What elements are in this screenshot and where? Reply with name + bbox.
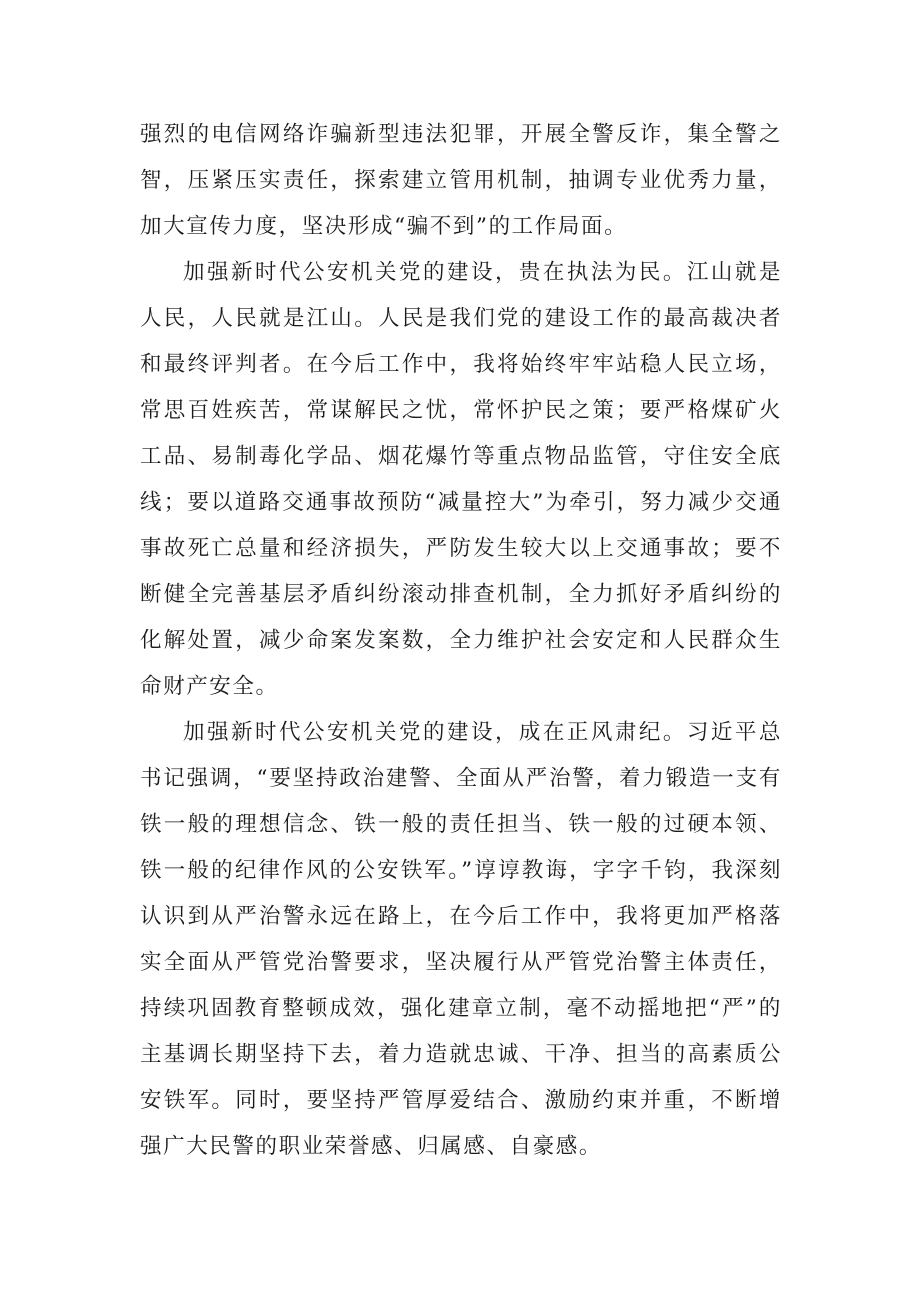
document-body (140, 112, 782, 1170)
paragraph-continuation: 强烈的电信网络诈骗新型违法犯罪，开展全警反诈，集全警之智，压紧压实责任，探索建立管用机制，抽调专业优秀力量，加大宣传力度，坚决形成“骗不到”的工作局面。 (140, 122, 782, 239)
paragraph-discipline: 加强新时代公安机关党的建设，成在正风肃纪。习近平总书记强调，“要坚持政治建警、全面从严治警，着力锻造一支有铁一般的理想信念、铁一般的责任担当、铁一般的过硬本领、铁一般的纪律作风的公安铁军。”谆谆教诲，字字千钧，我深刻认识到从严治警永远在路上，在今后工作中，我将更加严格落实全面从严管党治警要求，坚决履行从严管党治警主体责任，持续巩固教育整顿成效，强化建章立制，毫不动摇地把“严”的主基调长期坚持下去，着力造就忠诚、干净、担当的高素质公安铁军。同时，要坚持严管厚爱结合、激励约束并重，不断增强广大民警的职业荣誉感、归属感、自豪感。 (140, 720, 782, 1159)
paragraph-law-enforcement-for-people: 加强新时代公安机关党的建设，贵在执法为民。江山就是人民，人民就是江山。人民是我们党的建设工作的最高裁决者和最终评判者。在今后工作中，我将始终牢牢站稳人民立场，常思百姓疾苦，常谋解民之忧，常怀护民之策；要严格煤矿火工品、易制毒化学品、烟花爆竹等重点物品监管，守住安全底线；要以道路交通事故预防“减量控大”为牵引，努力减少交通事故死亡总量和经济损失，严防发生较大以上交通事故；要不断健全完善基层矛盾纠纷滚动排查机制，全力抓好矛盾纠纷的化解处置，减少命案发案数，全力维护社会安定和人民群众生命财产安全。 (140, 260, 782, 699)
